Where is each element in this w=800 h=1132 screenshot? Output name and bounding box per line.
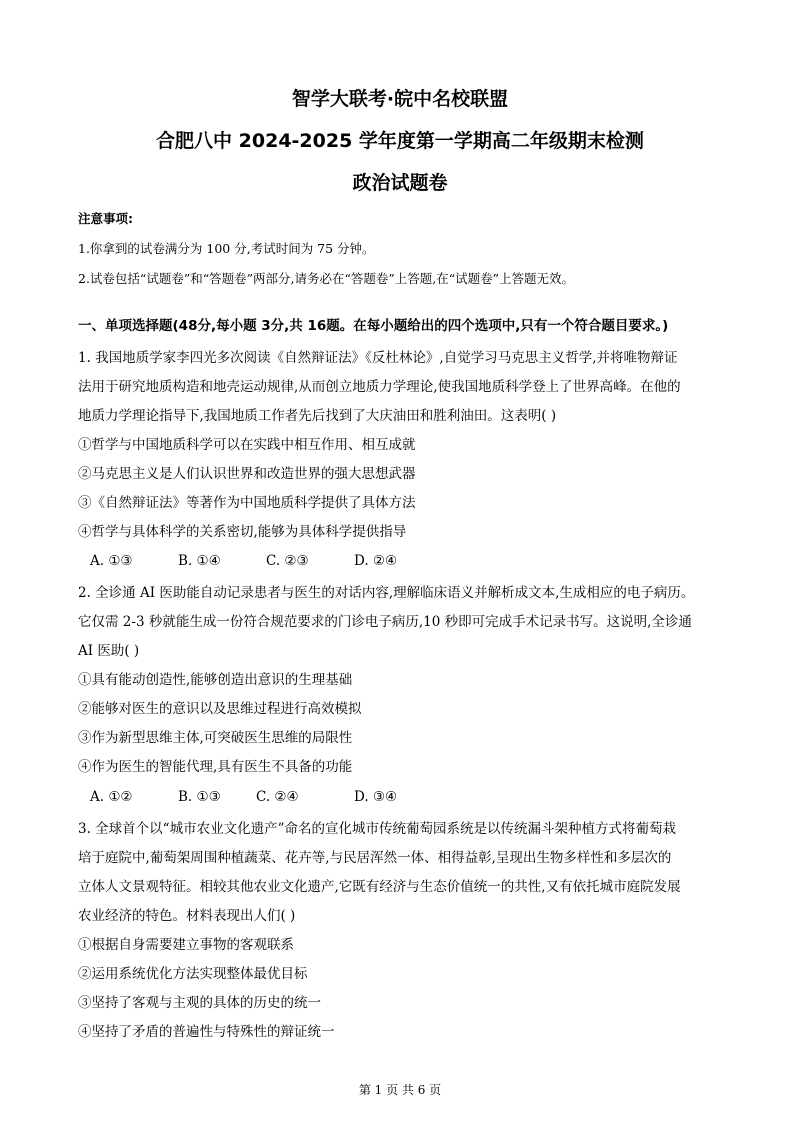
question-3-item-4: ④坚持了矛盾的普遍性与特殊性的辩证统一 bbox=[78, 1024, 335, 1040]
question-2-item-1: ①具有能动创造性,能够创造出意识的生理基础 bbox=[78, 672, 353, 688]
question-1-option-c: C. ②③ bbox=[266, 553, 309, 569]
question-2-stem-line-1: 2. 全诊通 AI 医助能自动记录患者与医生的对话内容,理解临床语义并解析成文本,生成相应的电子病历。 bbox=[78, 585, 695, 601]
question-1-stem-line-1: 1. 我国地质学家李四光多次阅读《自然辩证法》《反杜林论》,自觉学习马克思主义哲学,并将唯物辩证 bbox=[78, 350, 678, 366]
question-2-option-b: B. ①③ bbox=[178, 789, 221, 805]
exam-series-title: 智学大联考·皖中名校联盟 bbox=[291, 88, 509, 110]
note-item-2: 2.试卷包括“试题卷”和“答题卷”两部分,请务必在“答题卷”上答题,在“试题卷”上答题无效。 bbox=[78, 271, 574, 286]
question-1-options bbox=[90, 551, 442, 571]
question-1-item-1: ①哲学与中国地质科学可以在实践中相互作用、相互成就 bbox=[78, 437, 416, 453]
question-2-stem-line-2: 它仅需 2-3 秒就能生成一份符合规范要求的门诊电子病历,10 秒即可完成手术记录书写。这说明,全诊通 bbox=[78, 614, 692, 630]
question-2-item-2: ②能够对医生的意识以及思维过程进行高效模拟 bbox=[78, 701, 362, 717]
exam-subject-title: 政治试题卷 bbox=[352, 172, 448, 194]
notes-heading: 注意事项: bbox=[78, 211, 133, 226]
question-3-stem-line-3: 立体人文景观特征。相较其他农业文化遗产,它既有经济与生态价值统一的共性,又有依托城市庭院发展 bbox=[78, 879, 681, 895]
question-2-options bbox=[90, 787, 442, 807]
question-3-item-1: ①根据自身需要建立事物的客观联系 bbox=[78, 937, 294, 953]
question-2-item-3: ③作为新型思维主体,可突破医生思维的局限性 bbox=[78, 730, 353, 746]
question-3-item-2: ②运用系统优化方法实现整体最优目标 bbox=[78, 966, 308, 982]
question-1-option-b: B. ①④ bbox=[178, 553, 221, 569]
question-2-option-d: D. ③④ bbox=[354, 789, 398, 805]
question-3-stem-line-1: 3. 全球首个以“城市农业文化遗产”命名的宣化城市传统葡萄园系统是以传统漏斗架种植方式将葡萄栽 bbox=[78, 821, 676, 837]
question-1-item-3: ③《自然辩证法》等著作为中国地质科学提供了具体方法 bbox=[78, 495, 416, 511]
exam-school-title: 合肥八中 2024-2025 学年度第一学期高二年级期末检测 bbox=[156, 130, 644, 152]
question-3-stem-line-2: 培于庭院中,葡萄架周围种植蔬菜、花卉等,与民居浑然一体、相得益彰,呈现出生物多样性和多层次的 bbox=[78, 850, 672, 866]
question-1-stem-line-2: 法用于研究地质构造和地壳运动规律,从而创立地质力学理论,使我国地质科学登上了世界高峰。在他的 bbox=[78, 379, 681, 395]
question-2-option-a: A. ①② bbox=[90, 789, 133, 805]
question-1-item-4: ④哲学与具体科学的关系密切,能够为具体科学提供指导 bbox=[78, 524, 407, 540]
question-1-stem-line-3: 地质力学理论指导下,我国地质工作者先后找到了大庆油田和胜利油田。这表明( ) bbox=[78, 408, 557, 424]
section-heading: 一、单项选择题(48分,每小题 3分,共 16题。在每小题给出的四个选项中,只有一个符合题目要求。) bbox=[78, 318, 669, 334]
question-1-option-d: D. ②④ bbox=[354, 553, 398, 569]
question-1-option-a: A. ①③ bbox=[90, 553, 133, 569]
question-3-item-3: ③坚持了客观与主观的具体的历史的统一 bbox=[78, 995, 321, 1011]
note-item-1: 1.你拿到的试卷满分为 100 分,考试时间为 75 分钟。 bbox=[78, 241, 375, 256]
question-2-item-4: ④作为医生的智能代理,具有医生不具备的功能 bbox=[78, 759, 353, 775]
question-1-item-2: ②马克思主义是人们认识世界和改造世界的强大思想武器 bbox=[78, 466, 416, 482]
question-2-stem-line-3: AI 医助( ) bbox=[78, 643, 140, 659]
question-3-stem-line-4: 农业经济的特色。材料表现出人们( ) bbox=[78, 908, 296, 924]
page-number: 第 1 页 共 6 页 bbox=[358, 1083, 442, 1097]
question-2-option-c: C. ②④ bbox=[256, 789, 299, 805]
